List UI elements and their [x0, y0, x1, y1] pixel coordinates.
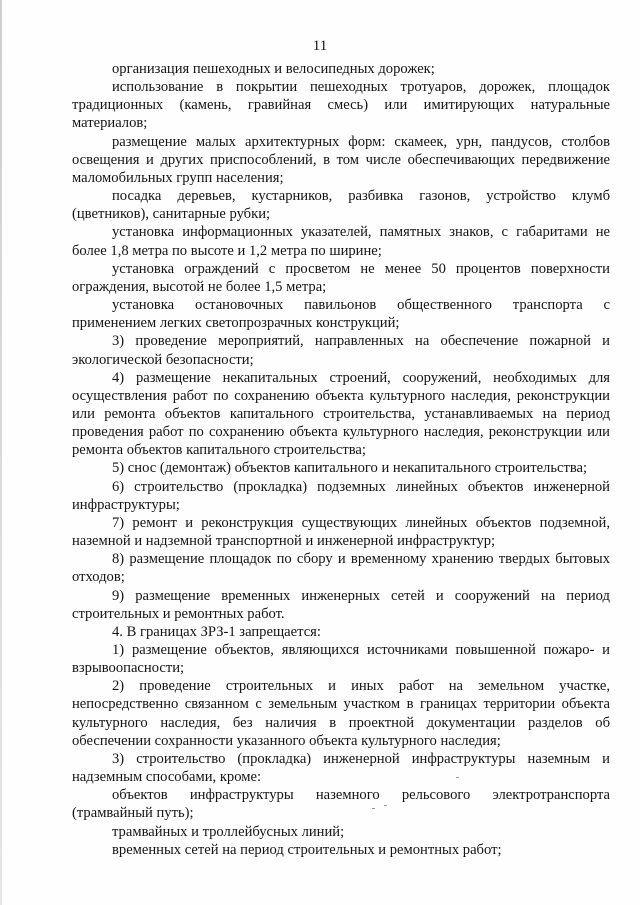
page-number: 11 — [312, 38, 328, 54]
paragraph: 9) размещение временных инженерных сетей и сооружений на период строительных и ремонтных работ. — [72, 587, 610, 622]
page-body — [72, 60, 610, 859]
scan-speck — [384, 805, 387, 806]
paragraph: установка ограждений с просветом не менее 50 процентов поверхности ограждения, высотой не более 1,5 метра; — [72, 260, 610, 295]
scan-speck — [372, 808, 375, 809]
paragraph: 4) размещение некапитальных строений, сооружений, необходимых для осуществления работ по сохранению объекта культурного наследия, реконструкции или ремонта объектов капитального строительства, устанавливаемых на период проведения работ по сохранению объекта культурного наследия, реконструкции или ремонта объектов капитального строительства; — [72, 369, 610, 459]
paragraph: 3) проведение мероприятий, направленных на обеспечение пожарной и экологической безопасности; — [72, 333, 610, 368]
paragraph: установка остановочных павильонов общественного транспорта с применением легких светопрозрачных конструкций; — [72, 297, 610, 332]
scan-edge — [0, 0, 2, 905]
paragraph: посадка деревьев, кустарников, разбивка газонов, устройство клумб (цветников), санитарные рубки; — [72, 188, 610, 223]
paragraph: 6) строительство (прокладка) подземных линейных объектов инженерной инфраструктуры; — [72, 478, 610, 513]
paragraph: 8) размещение площадок по сбору и временному хранению твердых бытовых отходов; — [72, 551, 610, 586]
paragraph: 5) снос (демонтаж) объектов капитального и некапитального строительства; — [112, 460, 588, 477]
paragraph: организация пешеходных и велосипедных дорожек; — [112, 61, 435, 77]
paragraph: 1) размещение объектов, являющихся источниками повышенной пожаро- и взрывоопасности; — [72, 642, 610, 677]
paragraph: размещение малых архитектурных форм: скамеек, урн, пандусов, столбов освещения и других приспособлений, в том числе обеспечивающих передвижение маломобильных групп населения; — [72, 133, 610, 186]
paragraph: установка информационных указателей, памятных знаков, с габаритами не более 1,8 метра по высоте и 1,2 метра по ширине; — [72, 224, 610, 259]
paragraph: 4. В границах ЗРЗ-1 запрещается: — [112, 623, 321, 640]
paragraph: 7) ремонт и реконструкция существующих линейных объектов подземной, наземной и надземной транспортной и инженерной инфраструктур; — [72, 514, 610, 550]
paragraph: 3) строительство (прокладка) инженерной инфраструктуры наземным и надземным способами, кроме: — [72, 750, 610, 786]
scan-speck — [456, 777, 459, 778]
paragraph: 2) проведение строительных и иных работ на земельном участке, непосредственно связанном с земельным участком в границах территории объекта культурного наследия, без наличия в проектной документации разделов об обеспечении сохранности указанного объекта культурного наследия; — [72, 678, 610, 749]
paragraph: трамвайных и троллейбусных линий; — [112, 823, 345, 840]
paragraph: объектов инфраструктуры наземного рельсового электротранспорта (трамвайный путь); — [72, 787, 610, 822]
paragraph: использование в покрытии пешеходных тротуаров, дорожек, площадок традиционных (камень, гравийная смесь) или имитирующих натуральные материалов; — [72, 79, 610, 132]
paragraph: временных сетей на период строительных и ремонтных работ; — [112, 841, 502, 858]
